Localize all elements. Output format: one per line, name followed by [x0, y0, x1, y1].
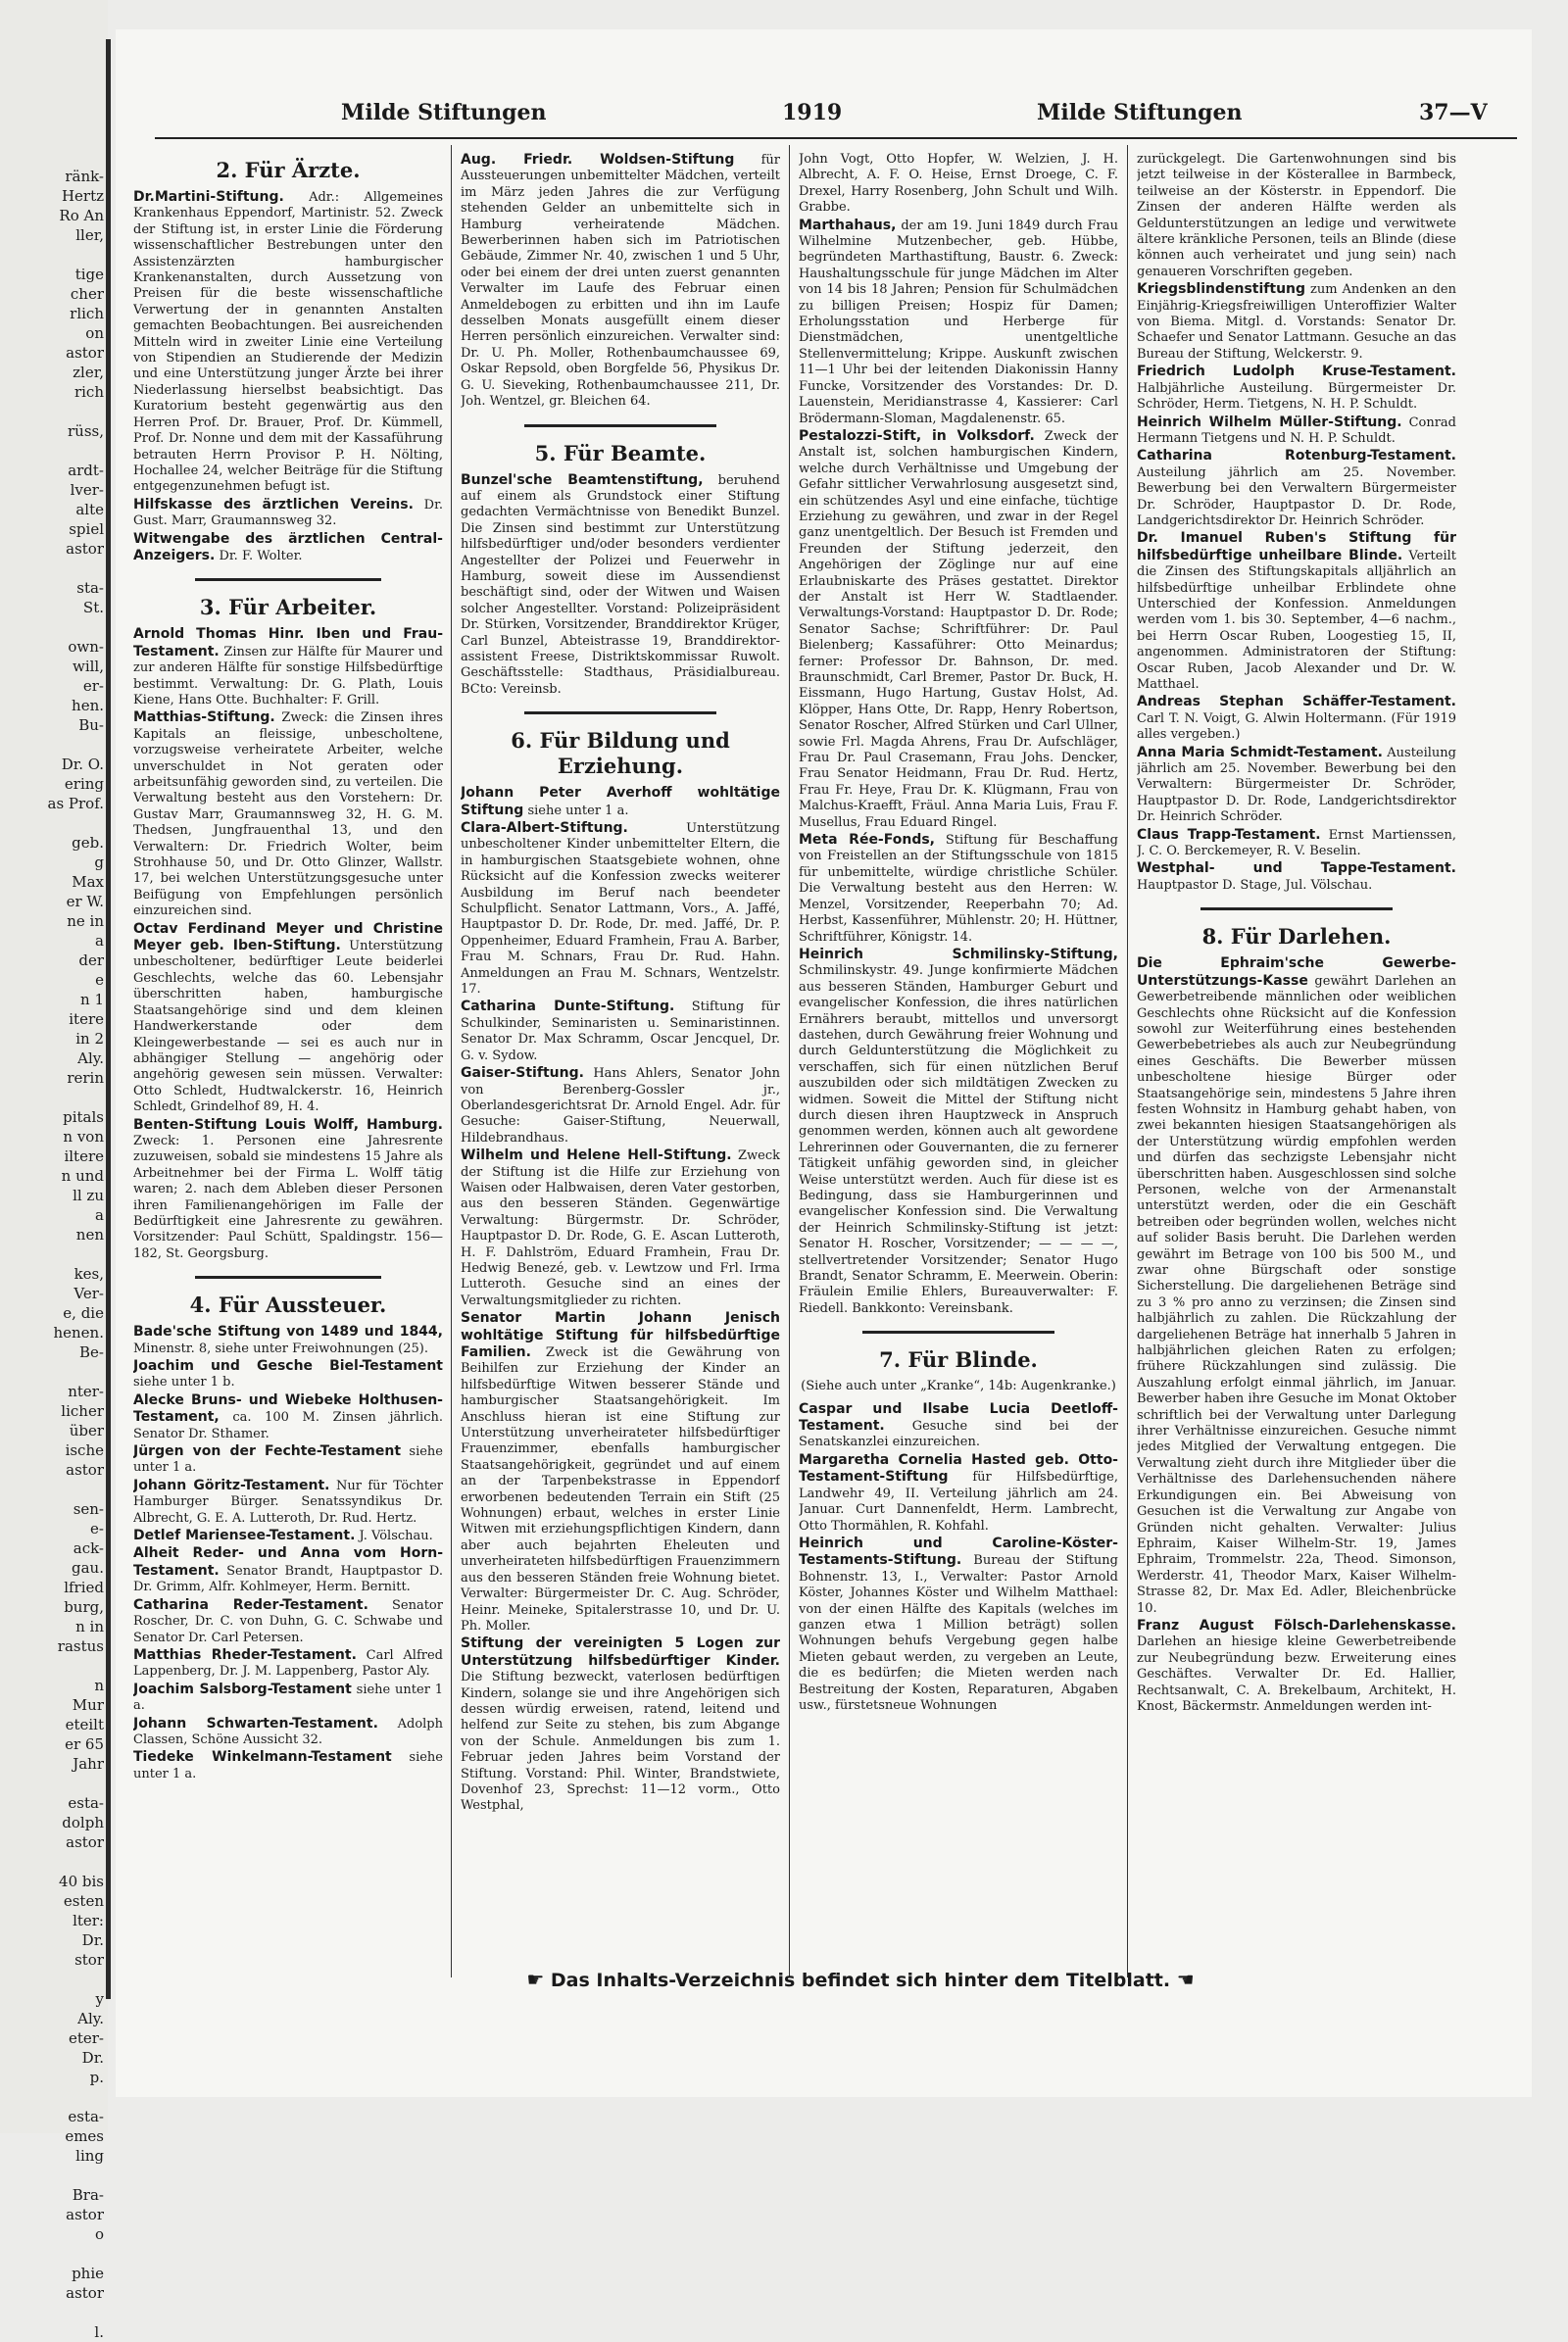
- edge-text-fragment: [2, 1244, 104, 1264]
- foundation-entry: [461, 820, 780, 998]
- edge-text-fragment: pitals: [63, 1108, 104, 1126]
- edge-text-fragment: ering: [64, 775, 104, 793]
- foundation-description: zurückgelegt. Die Gartenwohnungen sind bis jetzt teilweise in der Kösterallee in Barmbeck, teilweise an der Kösterstr. in Eppendorf. Die Zinsen der anderen Hälfte werden als Geldunterstützungen an ledige und verwitwete ältere kränkliche Personen, teils an Blinde (diese können auch verheiratet und jung sein) nach genaueren Vorschriften gegeben.: [1137, 152, 1456, 279]
- foundation-name: Johann Göritz-Testament.: [133, 1477, 330, 1493]
- edge-text-fragment: n in: [75, 1618, 104, 1635]
- header-left: Milde Stiftungen: [341, 100, 547, 125]
- edge-text-fragment: [2, 1656, 104, 1676]
- edge-text-fragment: [2, 1774, 104, 1793]
- foundation-entry: [461, 472, 780, 699]
- edge-text-fragment: on: [85, 324, 104, 342]
- foundation-entry: [799, 947, 1118, 1317]
- entry-list: [461, 472, 780, 699]
- foundation-name: Gaiser-Stiftung.: [461, 1065, 584, 1082]
- page: [116, 29, 1532, 2097]
- edge-text-fragment: Be-: [79, 1343, 104, 1361]
- foundation-name: Bunzel'sche Beamtenstiftung,: [461, 471, 704, 488]
- entry-list: [133, 1324, 443, 1782]
- edge-text-fragment: Mur: [72, 1696, 104, 1714]
- foundation-name: Marthahaus,: [799, 217, 897, 233]
- foundation-name: Pestalozzi-Stift, in Volksdorf.: [799, 427, 1035, 444]
- edge-text-fragment: esta-: [68, 2108, 104, 2125]
- edge-text-fragment: esten: [63, 1892, 104, 1910]
- edge-text-fragment: own-: [68, 638, 104, 656]
- edge-text-fragment: geb.: [72, 834, 104, 852]
- edge-text-fragment: der: [78, 951, 104, 969]
- foundation-name: Anna Maria Schmidt-Testament.: [1137, 744, 1383, 760]
- edge-text-fragment: henen.: [53, 1324, 104, 1342]
- foundation-description: Verteilt die Zinsen des Stiftungskapitals alljährlich an hilfsbedürftige unheilbar Erblindete ohne Unterschied der Konfession. Anmeldungen werden vom 1. bis 30. September, 4—6 nachm., bei Herrn Oscar Ruben, Loogestieg 15, II, angenommen. Administratoren der Stiftung: Oscar Ruben, Jacob Alexander und Dr. W. Matthael.: [1137, 548, 1456, 692]
- edge-text-fragment: er 65: [65, 1735, 104, 1753]
- foundation-name: Margaretha Cornelia Hasted geb. Otto-Testament-Stiftung: [799, 1451, 1118, 1486]
- pointing-hand-left-icon: ☚: [1176, 1968, 1195, 1991]
- foundation-name: Caspar und Ilsabe Lucia Deetloff-Testament.: [799, 1400, 1118, 1435]
- foundation-name: Dr.Martini-Stiftung.: [133, 189, 284, 205]
- foundation-entry: [133, 1647, 443, 1681]
- foundation-description: gewährt Darlehen an Gewerbetreibende männlichen oder weiblichen Geschlechts ohne Rücksicht auf die Konfession sowohl zur Weiterführung eines bestehenden Gewerbebetriebes als auch zur Neubegründung eines Geschäfts. Die Bewerber müssen unbescholtene hiesige Bürger oder Staatsangehörige sein, mindestens 5 Jahre ihren festen Wohnsitz in Hamburg gehabt haben, von zwei bekannten hiesigen Staatsangehörigen als der Unterstützung würdig empfohlen werden und dürfen das sechzigste Lebensjahr nicht überschritten haben. Ausgeschlossen sind solche Personen, welche von der Armenanstalt unterstützt werden, oder die ein Geschäft betreiben oder begründen wollen, welches nicht auf solider Basis beruht. Die Darlehen werden gewährt im Betrage von 100 bis 500 M., und zwar ohne Bürgschaft oder sonstige Sicherstellung. Die dargeliehenen Beträge sind zu 3 % pro anno zu verzinsen; die Zinsen sind halbjährlich zu zahlen. Die Rückzahlung der dargeliehenen Beträge hat innerhalb 5 Jahren in halbjährlichen gleichen Raten zu erfolgen; frühere Rückzahlungen sind zulässig. Die Auszahlung erfolgt einmal jährlich, im Januar. Bewerber haben ihre Gesuche im Monat Oktober schriftlich bei der Verwaltung unter Darlegung ihrer Verhältnisse einzureichen. Gesuche nimmt jedes Mitglied der Verwaltung entgegen. Die Verwaltung zieht durch ihre Mitglieder über die Verhältnisse des Darlehensuchenden nähere Erkundigungen ein. Bei Abweisung von Gesuchen ist die Verwaltung zur Angabe von Gründen nicht gehalten. Verwalter: Julius Ephraim, Kaiser Wilhelm-Str. 19, James Ephraim, Trommelstr. 22a, Theod. Simonson, Werderstr. 41, Theodor Marx, Kaiser Wilhelm-Strasse 82, Dr. Max Ed. Adler, Bleichenbrücke 10.: [1137, 973, 1456, 1616]
- edge-text-fragment: l.: [94, 2323, 104, 2341]
- foundation-description: Zweck der Stiftung ist die Hilfe zur Erziehung von Waisen oder Halbwaisen, deren Vater gestorben, aus den besseren Ständen. Gegenwärtige Verwaltung: Bürgermstr. Dr. Schröder, Hauptpastor D. Dr. Rode, G. E. Ascan Lutteroth, H. F. Dahlström, Eduard Framhein, Frau Dr. Hedwig Benezé, geb. v. Lewtzow und Frl. Irma Lutteroth. Gesuche sind an eines der Verwaltungsmitglieder zu richten.: [461, 1148, 780, 1308]
- foundation-description: der am 19. Juni 1849 durch Frau Wilhelmine Mutzenbecher, geb. Hübbe, begründeten Marthastiftung, Baustr. 6. Zweck: Haushaltungsschule für junge Mädchen im Alter von 14 bis 18 Jahren; Pension für Schulmädchen zu billigen Preisen; Hospiz für Damen; Erholungsstation und Herberge für Dienstmädchen, unentgeltliche Stellenvermittelung; Krippe. Auskunft zwischen 11—1 Uhr bei der leitenden Diakonissin Hanny Funcke, Vorsitzender des Vorstandes: Dr. D. Lauenstein, Meridianstrasse 4, Kassierer: Carl Brödermann-Sloman, Magdalenenstr. 65.: [799, 218, 1118, 426]
- foundation-entry: [799, 1536, 1118, 1714]
- foundation-description: Gesuche sind bei der Senatskanzlei einzureichen.: [799, 1419, 1118, 1450]
- edge-text-fragment: lter:: [73, 1912, 104, 1929]
- foundation-entry: [133, 497, 443, 530]
- edge-text-fragment: will,: [73, 658, 104, 675]
- foundation-name: Kriegsblindenstiftung: [1137, 281, 1306, 298]
- foundation-description: Austeilung jährlich am 25. November. Bewerbung bei den Verwaltern: Bürgermeister Dr. Schröder, Hauptpastor D. Dr. Rode, Landgerichtsdirektor Dr. Heinrich Schröder.: [1137, 745, 1456, 825]
- edge-text-fragment: burg,: [64, 1598, 104, 1616]
- edge-text-fragment: Ro An: [59, 207, 104, 224]
- edge-text-fragment: ller,: [75, 226, 104, 244]
- foundation-entry: [799, 152, 1118, 217]
- edge-text-fragment: Bra-: [72, 2186, 104, 2204]
- foundation-name: Aug. Friedr. Woldsen-Stiftung: [461, 152, 735, 168]
- edge-text-fragment: Bu-: [78, 716, 104, 734]
- edge-text-fragment: Ver-: [74, 1285, 104, 1302]
- edge-text-fragment: sta-: [76, 579, 104, 597]
- foundation-name: Andreas Stephan Schäffer-Testament.: [1137, 694, 1456, 710]
- foundation-entry: [133, 1117, 443, 1263]
- foundation-entry: [799, 218, 1118, 427]
- entry-list: [799, 1401, 1118, 1715]
- foundation-name: Dr. Imanuel Ruben's Stiftung für hilfsbedürftige unheilbare Blinde.: [1137, 530, 1456, 563]
- foundation-name: Matthias Rheder-Testament.: [133, 1646, 357, 1663]
- column-4: [1137, 152, 1456, 1970]
- edge-text-fragment: o: [94, 2225, 104, 2243]
- edge-text-fragment: [2, 1852, 104, 1872]
- column-rule: [1127, 145, 1128, 1977]
- foundation-name: Heinrich und Caroline-Köster-Testaments-Stiftung.: [799, 1535, 1118, 1569]
- foundation-description: Darlehen an hiesige kleine Gewerbetreibende zur Neubegründung bezw. Erweiterung eines Geschäftes. Verwalter Dr. Ed. Hallier, Rechtsanwalt, C. A. Brekelbaum, Architekt, H. Knost, Bäckermstr. Anmeldungen werden int-: [1137, 1635, 1456, 1714]
- edge-text-fragment: [2, 1480, 104, 1499]
- foundation-description: siehe unter 1 a.: [133, 1750, 443, 1781]
- foundation-entry: [1137, 530, 1456, 693]
- entry-list: [133, 626, 443, 1262]
- edge-text-fragment: itere: [69, 1010, 104, 1028]
- edge-text-fragment: ränk-: [65, 168, 104, 185]
- edge-text-fragment: rich: [74, 383, 104, 401]
- foundation-description: Hauptpastor D. Stage, Jul. Völschau.: [1137, 877, 1373, 893]
- edge-text-fragment: lver-: [70, 481, 104, 499]
- edge-text-fragment: iltere: [64, 1147, 104, 1165]
- edge-text-fragment: in 2: [75, 1030, 104, 1048]
- foundation-name: Heinrich Schmilinsky-Stiftung,: [799, 946, 1118, 962]
- foundation-description: Unterstützung unbescholtener, bedürftiger Leute beiderlei Geschlechts, welche das 60. Lebensjahr überschritten haben, hamburgische Staatsangehörige sind und dem kleinen Handwerkerstande oder dem Kleingewerbestande — sei es auch nur in abhängiger Stellung — angehörig oder angehörig gewesen sein müssen. Verwalter: Otto Schledt, Hudtwalckerstr. 16, Heinrich Schledt, Grindelhof 89, H. 4.: [133, 939, 443, 1115]
- column-3: [799, 152, 1118, 1970]
- edge-text-fragment: stor: [74, 1951, 104, 1969]
- foundation-description: Die Stiftung bezweckt, vaterlosen bedürftigen Kindern, solange sie und ihre Angehörigen sich dessen würdig erweisen, ratend, leitend und helfend zur Seite zu stehen, bis zum Abgange von der Schule. Anmeldungen bis zum 1. Februar jeden Jahres beim Vorstand der Stiftung. Vorstand: Phil. Winter, Brandstwiete, Dovenhof 23, Sprechst: 11—12 vorm., Otto Westphal,: [461, 1670, 780, 1814]
- foundation-entry: [461, 999, 780, 1064]
- foundation-description: Nur für Töchter Hamburger Bürger. Senatssyndikus Dr. Albrecht, G. E. A. Lutteroth, Dr. Rud. Hertz.: [133, 1478, 443, 1526]
- edge-text-fragment: Dr. O.: [61, 756, 104, 773]
- foundation-description: Zinsen zur Hälfte für Maurer und zur anderen Hälfte für sonstige Hilfsbedürftige bestimmt. Verwaltung: Dr. G. Plath, Louis Kiene, Hans Otte. Buchhalter: F. Grill.: [133, 644, 443, 707]
- foundation-description: Stiftung für Beschaffung von Freistellen an der Stiftungsschule von 1815 für unbemittelte, würdige christliche Schüler. Die Verwaltung besteht aus den Herren: W. Menzel, Vorsitzender, Reeperbahn 70; Ad. Herbst, Kassenführer, Mühlenstr. 20; H. Hüttner, Schriftführer, Königstr. 14.: [799, 833, 1118, 945]
- foundation-entry: [461, 1065, 780, 1147]
- foundation-description: Carl T. N. Voigt, G. Alwin Holtermann. (Für 1919 alles vergeben.): [1137, 710, 1456, 743]
- entry-list: [1137, 152, 1456, 894]
- foundation-description: siehe unter 1 a.: [133, 1682, 443, 1714]
- foundation-description: Senator Brandt, Hauptpastor D. Dr. Grimm, Alfr. Kohlmeyer, Herm. Bernitt.: [133, 1563, 443, 1595]
- foundation-entry: [133, 1392, 443, 1442]
- edge-text-fragment: Aly.: [77, 1049, 104, 1067]
- edge-text-fragment: Max: [72, 873, 104, 891]
- foundation-name: Alheit Reder- und Anna vom Horn-Testament.: [133, 1545, 443, 1579]
- foundation-entry: [1137, 281, 1456, 363]
- edge-text-fragment: Aly.: [77, 2010, 104, 2027]
- edge-text-fragment: sen-: [73, 1500, 104, 1518]
- foundation-entry: [799, 1401, 1118, 1451]
- foundation-description: J. Völschau.: [359, 1529, 433, 1544]
- foundation-name: Jürgen von der Fechte-Testament: [133, 1443, 402, 1460]
- section-note: (Siehe auch unter „Kranke“, 14b: Augenkranke.): [801, 1379, 1116, 1394]
- foundation-entry: [1137, 152, 1456, 280]
- foundation-name: Johann Schwarten-Testament.: [133, 1715, 378, 1732]
- edge-text-fragment: ack-: [73, 1539, 104, 1557]
- foundation-entry: [133, 1358, 443, 1391]
- foundation-description: Ernst Martienssen, J. C. O. Berckemeyer, R. V. Beselin.: [1137, 827, 1456, 859]
- column-2: [461, 152, 780, 1970]
- edge-text-fragment: [2, 2166, 104, 2185]
- foundation-entry: [133, 1324, 443, 1357]
- section-title: 8. Für Darlehen.: [1201, 924, 1392, 950]
- foundation-entry: [1137, 448, 1456, 529]
- foundation-description: Senator Roscher, Dr. C. von Duhn, G. C. Schwabe und Senator Dr. Carl Petersen.: [133, 1597, 443, 1645]
- section-title: 7. Für Blinde.: [879, 1347, 1038, 1373]
- foundation-entry: [1137, 745, 1456, 826]
- edge-text-fragment: er W.: [66, 893, 104, 910]
- edge-text-fragment: e-: [90, 1520, 104, 1537]
- edge-text-fragment: p.: [89, 2069, 104, 2086]
- foundation-entry: [461, 1147, 780, 1309]
- foundation-description: beruhend auf einem als Grundstock einer Stiftung gedachten Vermächtnisse von Benedikt Bunzel. Die Zinsen sind bestimmt zur Unterstützung hilfsbedürftiger und/oder besonders verdienter Angestellter der Polizei und Feuerwehr in Hamburg, soweit diese im Aussendienst beschäftigt sind, oder der Witwen und Waisen solcher Angestellter. Vorstand: Polizeipräsident Dr. Stürken, Vorsitzender, Branddirektor Krüger, Carl Bunzel, Abteistrasse 19, Branddirektor-assistent Freese, Distriktskommissar Ruwolt. Geschäftsstelle: Stadthaus, Präsidialbureau. BCto: Vereinsb.: [461, 472, 780, 697]
- edge-text-fragment: as Prof.: [47, 795, 104, 812]
- foundation-name: Friedrich Ludolph Kruse-Testament.: [1137, 364, 1456, 380]
- foundation-name: Catharina Rotenburg-Testament.: [1137, 448, 1456, 464]
- edge-text-fragment: nen: [75, 1226, 104, 1244]
- foundation-description: Stiftung für Schulkinder, Seminaristen u. Seminaristinnen. Senator Dr. Max Schramm, Oscar Jencquel, Dr. G. v. Sydow.: [461, 1000, 780, 1063]
- edge-text-fragment: rüss,: [68, 422, 104, 440]
- foundation-name: Heinrich Wilhelm Müller-Stiftung.: [1137, 414, 1402, 430]
- edge-text-fragment: e: [95, 971, 104, 989]
- header-right: Milde Stiftungen: [1037, 100, 1243, 125]
- column-rule: [451, 145, 452, 1977]
- foundation-name: Arnold Thomas Hinr. Iben und Frau-Testament.: [133, 626, 443, 659]
- foundation-description: ca. 100 M. Zinsen jährlich. Senator Dr. Sthamer.: [133, 1410, 443, 1441]
- section-title: 5. Für Beamte.: [534, 440, 707, 465]
- edge-text-fragment: [2, 245, 104, 265]
- foundation-entry: [133, 1716, 443, 1749]
- edge-text-fragment: St.: [82, 599, 104, 616]
- foundation-name: Bade'sche Stiftung von 1489 und 1844,: [133, 1324, 443, 1341]
- edge-text-fragment: astor: [66, 1833, 104, 1851]
- entry-list: [461, 785, 780, 1815]
- foundation-name: Westphal- und Tappe-Testament.: [1137, 860, 1456, 877]
- foundation-entry: [133, 1749, 443, 1782]
- foundation-entry: [1137, 415, 1456, 448]
- edge-text-fragment: esta-: [68, 1794, 104, 1812]
- foundation-name: Octav Ferdinand Meyer und Christine Meyer geb. Iben-Stiftung.: [133, 920, 443, 954]
- foundation-name: Wilhelm und Helene Hell-Stiftung.: [461, 1147, 732, 1164]
- foundation-description: Zweck: 1. Personen eine Jahresrente zuzuweisen, sobald sie mindestens 15 Jahre als Arbeitnehmer bei der Firma L. Wolff tätig waren; 2. nach dem Ableben dieser Personen ihren Familienangehörigen im Falle der Bedürftigkeit eine Jahresrente zu gewähren. Vorsitzender: Paul Schütt, Spaldingstr. 156—182, St. Georgsburg.: [133, 1133, 443, 1261]
- entry-list: [1137, 955, 1456, 1715]
- foundation-entry: [133, 1528, 443, 1544]
- foundation-description: siehe unter 1 a.: [133, 1444, 443, 1476]
- foundation-entry: [799, 832, 1118, 946]
- foundation-name: Clara-Albert-Stiftung.: [461, 820, 628, 836]
- edge-text-fragment: ll zu: [73, 1187, 104, 1204]
- foundation-name: Matthias-Stiftung.: [133, 709, 275, 726]
- edge-text-fragment: n 1: [80, 991, 104, 1008]
- foundation-entry: [799, 428, 1118, 831]
- edge-text-fragment: hen.: [72, 697, 104, 714]
- footer-note: [410, 1968, 1311, 1991]
- foundation-name: Benten-Stiftung Louis Wolff, Hamburg.: [133, 1116, 443, 1133]
- edge-text-fragment: [2, 735, 104, 755]
- foundation-description: Zweck ist die Gewährung von Beihilfen zur Erziehung der Kinder an hilfsbedürftige Witwen besserer Stände und hamburgischer Staatsangehörigkeit. Im Anschluss hieran ist eine Stiftung zur Unterstützung unverheirateter hilfsbedürftiger Frauenzimmer, ebenfalls hamburgischer Staatsangehörigkeit, gegründet und auf einem an der Tarpenbekstrasse in Eppendorf erworbenen bedeutenden Terrain ein Stift (25 Wohnungen) erbaut, welches in erster Linie Witwen mit erziehungspflichtigen Kindern, dann aber auch bejahrten Eheleuten und unverheirateten hilfsbedürftigen Frauenzimmern aus den besseren Ständen freie Wohnung bietet. Verwalter: Bürgermeister Dr. C. Aug. Schröder, Heinr. Meineke, Spitalerstrasse 10, und Dr. U. Ph. Moller.: [461, 1345, 780, 1634]
- foundation-description: Minenstr. 8, siehe unter Freiwohnungen (25).: [133, 1341, 428, 1356]
- edge-text-fragment: [2, 441, 104, 461]
- page-header: [155, 96, 1517, 139]
- foundation-description: Zweck: die Zinsen ihres Kapitals an fleissige, unbescholtene, vorzugsweise verheiratete Arbeiter, welche unverschuldet in Not geraten oder arbeitsunfähig geworden sind, zu verteilen. Die Verwaltung besteht aus den Vorstehern: Dr. Gustav Marr, Graumannsweg 32, H. G. M. Thedsen, Jungfrauenthal 13, und den Verwaltern: Dr. Friedrich Wolter, beim Strohhause 50, und Dr. Otto Glinzer, Wallstr. 17, bei welchen Unterstützungsgesuche unter Beifügung von Empfehlungen persönlich einzureichen sind.: [133, 710, 443, 919]
- foundation-name: Catharina Reder-Testament.: [133, 1596, 368, 1613]
- foundation-description: für Hilfsbedürftige, Landwehr 49, II. Verteilung jährlich am 24. Januar. Curt Dannenfeldt, Herm. Lambrecht, Otto Thormählen, R. Kohfahl.: [799, 1470, 1118, 1534]
- edge-text-fragment: n von: [63, 1128, 104, 1146]
- foundation-entry: [1137, 955, 1456, 1617]
- foundation-name: Joachim und Gesche Biel-Testament: [133, 1358, 443, 1374]
- foundation-description: Unterstützung unbescholtener Kinder unbemittelter Eltern, die in hamburgischen Staatsgebiete wohnen, ohne Rücksicht auf die Konfession zwecks weiterer Ausbildung im Beruf nach beendeter Schulpflicht. Senator Lattmann, Vors., A. Jaffé, Hauptpastor D. Dr. Rode, Dr. med. Jaffé, Dr. P. Oppenheimer, Eduard Framhein, Frau A. Barber, Frau M. Schnars, Frau Dr. Rud. Hahn. Anmeldungen an Frau M. Schnars, Wentzelstr. 17.: [461, 821, 780, 998]
- section-divider: [862, 1331, 1054, 1334]
- foundation-entry: [1137, 364, 1456, 413]
- foundation-description: Carl Alfred Lappenberg, Dr. J. M. Lappenberg, Pastor Aly.: [133, 1647, 443, 1680]
- edge-text-fragment: astor: [66, 344, 104, 362]
- foundation-description: Hans Ahlers, Senator John von Berenberg-Gossler jr., Oberlandesgerichtsrat Dr. Arnold Engel. Adr. für Gesuche: Gaiser-Stiftung, Neuerwall, Hildebrandhaus.: [461, 1066, 780, 1146]
- foundation-name: Senator Martin Johann Jenisch wohltätige Stiftung für hilfsbedürftige Familien.: [461, 1310, 780, 1360]
- foundation-name: Catharina Dunte-Stiftung.: [461, 999, 675, 1015]
- entry-list: [461, 152, 780, 411]
- section-divider: [524, 424, 716, 427]
- edge-text-fragment: ische: [65, 1441, 104, 1459]
- foundation-entry: [461, 152, 780, 411]
- foundation-description: Conrad Hermann Tietgens und N. H. P. Schuldt.: [1137, 415, 1456, 446]
- foundation-entry: [133, 626, 443, 708]
- foundation-entry: [133, 1443, 443, 1477]
- edge-text-fragment: Dr.: [81, 1931, 104, 1949]
- foundation-entry: [133, 921, 443, 1116]
- foundation-entry: [133, 189, 443, 496]
- section-divider: [524, 711, 716, 714]
- edge-text-fragment: dolph: [62, 1814, 104, 1831]
- foundation-description: Halbjährliche Austeilung. Bürgermeister Dr. Schröder, Herm. Tietgens, N. H. P. Schuldt.: [1137, 380, 1456, 413]
- foundation-description: Adolph Classen, Schöne Aussicht 32.: [133, 1716, 443, 1747]
- edge-text-fragment: 40 bis: [59, 1873, 104, 1890]
- foundation-entry: [1137, 694, 1456, 743]
- edge-text-fragment: y: [95, 1990, 104, 2008]
- edge-text-fragment: n: [94, 1677, 104, 1694]
- foundation-description: Zweck der Anstalt ist, solchen hamburgischen Kindern, welche durch Verhältnisse und Umgebung der Gefahr sittlicher Verwahrlosung ausgesetzt sind, ein schützendes Asyl und eine einfache, tüchtige Erziehung zu gewähren, und zwar in der Regel ganz unentgeltlich. Der Besuch ist Fremden und Freunden der Stiftung jederzeit, den Angehörigen der Zöglinge nur auf eine Erlaubniskarte des Präses gestattet. Direktor der Anstalt ist Herr W. Stadtlaender. Verwaltungs-Vorstand: Hauptpastor D. Dr. Rode; Senator Sachse; Schriftführer: Dr. Paul Bielenberg; Kassaführer: Otto Meinardus; ferner: Professor Dr. Bahnson, Dr. med. Braunschmidt, Carl Bremer, Pastor Dr. Buck, H. Eissmann, Hugo Hartung, Gustav Holst, Ad. Klöpper, Hans Otte, Dr. Rapp, Henry Robertson, Senator Roscher, Alfred Stürken und Carl Ullner, sowie Frl. Magda Ahrens, Frau Dr. Aufschläger, Frau Dr. Paul Crasemann, Frau Johs. Dencker, Frau Senator Heidmann, Frau Dr. Rud. Hertz, Frau Fr. Heye, Frau Dr. K. Klügmann, Frau von Malchus-Kraefft, Fräul. Anna Maria Luis, Frau F. Musellus, Frau Eduard Ringel.: [799, 428, 1118, 830]
- edge-text-fragment: [2, 2303, 104, 2322]
- section-title: 3. Für Arbeiter.: [199, 595, 377, 620]
- foundation-entry: [799, 1452, 1118, 1535]
- edge-text-fragment: ne in: [67, 912, 104, 930]
- section-divider: [1200, 907, 1393, 910]
- edge-text-fragment: a: [95, 932, 104, 950]
- edge-text-fragment: [2, 2087, 104, 2107]
- edge-text-fragment: rerin: [67, 1069, 104, 1087]
- previous-page-fragments: [2, 167, 104, 2342]
- edge-text-fragment: er-: [82, 677, 104, 695]
- edge-text-fragment: astor: [66, 540, 104, 558]
- foundation-description: John Vogt, Otto Hopfer, W. Welzien, J. H. Albrecht, A. F. O. Heise, Ernst Droege, C. F. Drexel, Harry Rosenberg, John Schult und Wilh. Grabbe.: [799, 152, 1118, 216]
- edge-text-fragment: [2, 813, 104, 833]
- edge-text-fragment: licher: [61, 1402, 104, 1420]
- foundation-entry: [461, 1635, 780, 1814]
- foundation-name: Tiedeke Winkelmann-Testament: [133, 1749, 392, 1766]
- foundation-entry: [133, 1682, 443, 1715]
- edge-text-fragment: astor: [66, 1461, 104, 1479]
- edge-text-fragment: cher: [70, 285, 104, 303]
- foundation-entry: [1137, 827, 1456, 860]
- edge-text-fragment: lfried: [64, 1579, 104, 1596]
- foundation-entry: [461, 785, 780, 819]
- foundation-entry: [1137, 1618, 1456, 1715]
- edge-text-fragment: zler,: [73, 364, 104, 381]
- edge-text-fragment: emes: [65, 2127, 104, 2145]
- page-number: 37—V: [1419, 100, 1488, 125]
- foundation-entry: [1137, 860, 1456, 894]
- foundation-entry: [133, 709, 443, 919]
- edge-text-fragment: [2, 617, 104, 637]
- foundation-description: für Aussteuerungen unbemittelter Mädchen, verteilt im März jeden Jahres die zur Verfügung stehenden Gelder an unbemittelte sich in Hamburg verheiratende Mädchen. Bewerberinnen haben sich im Patriotischen Gebäude, Zimmer Nr. 40, zwischen 1 und 5 Uhr, oder bei einem der drei unten zuerst genannten Verwalter im Laufe des Februar einen Anmeldebogen zu erbitten und ihn im Laufe desselben Monats ausgefüllt einem dieser Herren persönlich einzureichen. Verwalter sind: Dr. U. Ph. Moller, Rothenbaumchaussee 69, Oskar Repsold, oben Borgfelde 56, Physikus Dr. G. U. Sieveking, Rothenbaumchaussee 211, Dr. Joh. Wentzel, gr. Bleichen 64.: [461, 153, 780, 410]
- section-divider: [195, 578, 381, 581]
- foundation-entry: [133, 1478, 443, 1527]
- section-title: 6. Für Bildung und Erziehung.: [511, 728, 730, 779]
- foundation-name: Witwengabe des ärztlichen Central-Anzeigers.: [133, 530, 443, 563]
- edge-text-fragment: nter-: [68, 1383, 104, 1400]
- foundation-entry: [133, 531, 443, 565]
- foundation-description: zum Andenken an den Einjährig-Kriegsfreiwilligen Unteroffizier Walter von Biema. Mitgl. d. Vorstands: Senator Dr. Schaefer und Senator Lattmann. Gesuche an das Bureau der Stiftung, Welckerstr. 9.: [1137, 282, 1456, 362]
- edge-text-fragment: kes,: [74, 1265, 104, 1283]
- edge-text-fragment: eteilt: [65, 1716, 104, 1733]
- edge-text-fragment: [2, 1362, 104, 1382]
- foundation-name: Hilfskasse des ärztlichen Vereins.: [133, 496, 414, 512]
- edge-text-fragment: tige: [74, 266, 104, 283]
- foundation-name: Detlef Mariensee-Testament.: [133, 1528, 356, 1544]
- foundation-entry: [133, 1597, 443, 1646]
- header-year: 1919: [782, 100, 843, 125]
- edge-text-fragment: [2, 559, 104, 578]
- foundation-name: Joachim Salsborg-Testament: [133, 1681, 352, 1697]
- foundation-name: Franz August Fölsch-Darlehenskasse.: [1137, 1617, 1456, 1634]
- foundation-description: Adr.: Allgemeines Krankenhaus Eppendorf, Martinistr. 52. Zweck der Stiftung ist, in erster Linie die Förderung wissenschaftlicher Bestrebungen unter den Assistenzärzten hamburgischer Krankenanstalten, durch Aussetzung von Preisen für die beste wissenschaftliche Verwertung der in genannten Anstalten gemachten Beobachtungen. Bei ausreichenden Mitteln wird in zweiter Linie eine Verteilung von Stipendien an Studierende der Medizin und eine Unterstützung junger Ärzte bei ihrer Niederlassung hierselbst beabsichtigt. Das Kuratorium besteht gegenwärtig aus den Herren Prof. Dr. Brauer, Prof. Dr. Kümmell, Prof. Dr. Nonne und dem mit der Kassaführung betrauten Herrn Provisor P. H. Nölting, Hochallee 24, welcher Beiträge für die Stiftung entgegenzunehmen befugt ist.: [133, 190, 443, 495]
- footer-text: Das Inhalts-Verzeichnis befindet sich hinter dem Titelblatt.: [550, 1970, 1171, 1991]
- foundation-name: Die Ephraim'sche Gewerbe-Unterstützungs-Kasse: [1137, 955, 1456, 989]
- foundation-description: siehe unter 1 a.: [527, 803, 629, 818]
- edge-text-fragment: [2, 402, 104, 421]
- edge-text-fragment: Hertz: [61, 187, 104, 205]
- foundation-name: Stiftung der vereinigten 5 Logen zur Unterstützung hilfsbedürftiger Kinder.: [461, 1635, 780, 1669]
- edge-text-fragment: eter-: [68, 2029, 104, 2047]
- edge-text-fragment: phie: [72, 2265, 104, 2282]
- entry-list: [133, 189, 443, 564]
- edge-text-fragment: Dr.: [81, 2049, 104, 2067]
- edge-text-fragment: [2, 1088, 104, 1107]
- edge-text-fragment: rastus: [57, 1637, 104, 1655]
- foundation-description: Schmilinskystr. 49. Junge konfirmierte Mädchen aus besseren Ständen, Hamburger Geburt und evangelischer Konfession, die ihres natürlichen Ernährers beraubt, mittellos und unversorgt dastehen, durch Gewährung freier Wohnung und durch Geldunterstützung die Möglichkeit zu verschaffen, sich für einen nützlichen Beruf auszubilden oder sich mildtätigen Zwecken zu widmen. Soweit die Mittel der Stiftung nicht durch diesen ihren Hauptzweck in Anspruch genommen werden, können auch alt gewordene Lehrerinnen oder Gouvernanten, die zu fernerer Tätigkeit unfähig geworden sind, in gleicher Weise unterstützt werden. Auch für diese ist es Bedingung, dass sie Hamburgerinnen und evangelischer Konfession sind. Die Verwaltung der Heinrich Schmilinsky-Stiftung ist jetzt: Senator H. Roscher, Vorsitzender; — — — —, stellvertretender Vorsitzender; Senator Hugo Brandt, Senator Schramm, E. Meerwein. Oberin: Fräulein Emilie Ehlers, Bureauverwalter: F. Riedell. Bankkonto: Vereinsbank.: [799, 963, 1118, 1316]
- foundation-name: Meta Rée-Fonds,: [799, 832, 935, 849]
- foundation-description: Bureau der Stiftung Bohnenstr. 13, I., Verwalter: Pastor Arnold Köster, Johannes Köster und Wilhelm Matthael: von der einen Hälfte des Kapitals (welches im ganzen etwa 1 Million beträgt) sollen Wohnungen behufs Vergebung gegen halbe Mieten gebaut werden, zu vergeben an Leute, die es bedürfen; die Mieten werden nach Bestreitung der Kosten, Reparaturen, Abgaben usw., fürstetsneue Wohnungen: [799, 1553, 1118, 1713]
- foundation-description: Dr. F. Wolter.: [219, 548, 303, 563]
- foundation-name: Claus Trapp-Testament.: [1137, 826, 1321, 843]
- edge-text-fragment: g: [94, 854, 104, 871]
- foundation-entry: [461, 1310, 780, 1635]
- edge-text-fragment: [2, 1970, 104, 1989]
- foundation-name: Alecke Bruns- und Wiebeke Holthusen-Testament,: [133, 1391, 443, 1426]
- edge-text-fragment: Jahr: [73, 1755, 104, 1773]
- edge-text-fragment: [2, 2244, 104, 2264]
- edge-text-fragment: e, die: [63, 1304, 104, 1322]
- foundation-description: Dr. Gust. Marr, Graumannsweg 32.: [133, 497, 443, 529]
- foundation-entry: [133, 1545, 443, 1595]
- edge-text-fragment: astor: [66, 2206, 104, 2223]
- section-title: 4. Für Aussteuer.: [189, 1293, 387, 1318]
- edge-text-fragment: über: [69, 1422, 104, 1439]
- foundation-description: Austeilung jährlich am 25. November. Bewerbung bei den Verwaltern Bürgermeister Dr. Schröder, Hauptpastor D. Dr. Rode, Landgerichtsdirektor Dr. Heinrich Schröder.: [1137, 464, 1456, 528]
- edge-text-fragment: n und: [61, 1167, 104, 1185]
- section-divider: [195, 1276, 381, 1279]
- edge-text-fragment: rlich: [70, 305, 104, 322]
- edge-text-fragment: ling: [75, 2147, 104, 2165]
- section-title: 2. Für Ärzte.: [216, 158, 361, 182]
- edge-text-fragment: a: [95, 1206, 104, 1224]
- entry-list: [799, 152, 1118, 1317]
- edge-text-fragment: ardt-: [68, 462, 104, 479]
- edge-text-fragment: astor: [66, 2284, 104, 2302]
- column-rule: [789, 145, 790, 1977]
- edge-text-fragment: gau.: [72, 1559, 104, 1577]
- pointing-hand-right-icon: ☛: [526, 1968, 545, 1991]
- edge-text-fragment: spiel: [69, 520, 104, 538]
- foundation-description: siehe unter 1 b.: [133, 1375, 235, 1391]
- edge-text-fragment: alte: [75, 501, 104, 518]
- column-1: [133, 152, 443, 1970]
- binding-edge: [106, 39, 111, 1999]
- foundation-name: Johann Peter Averhoff wohltätige Stiftung: [461, 785, 780, 818]
